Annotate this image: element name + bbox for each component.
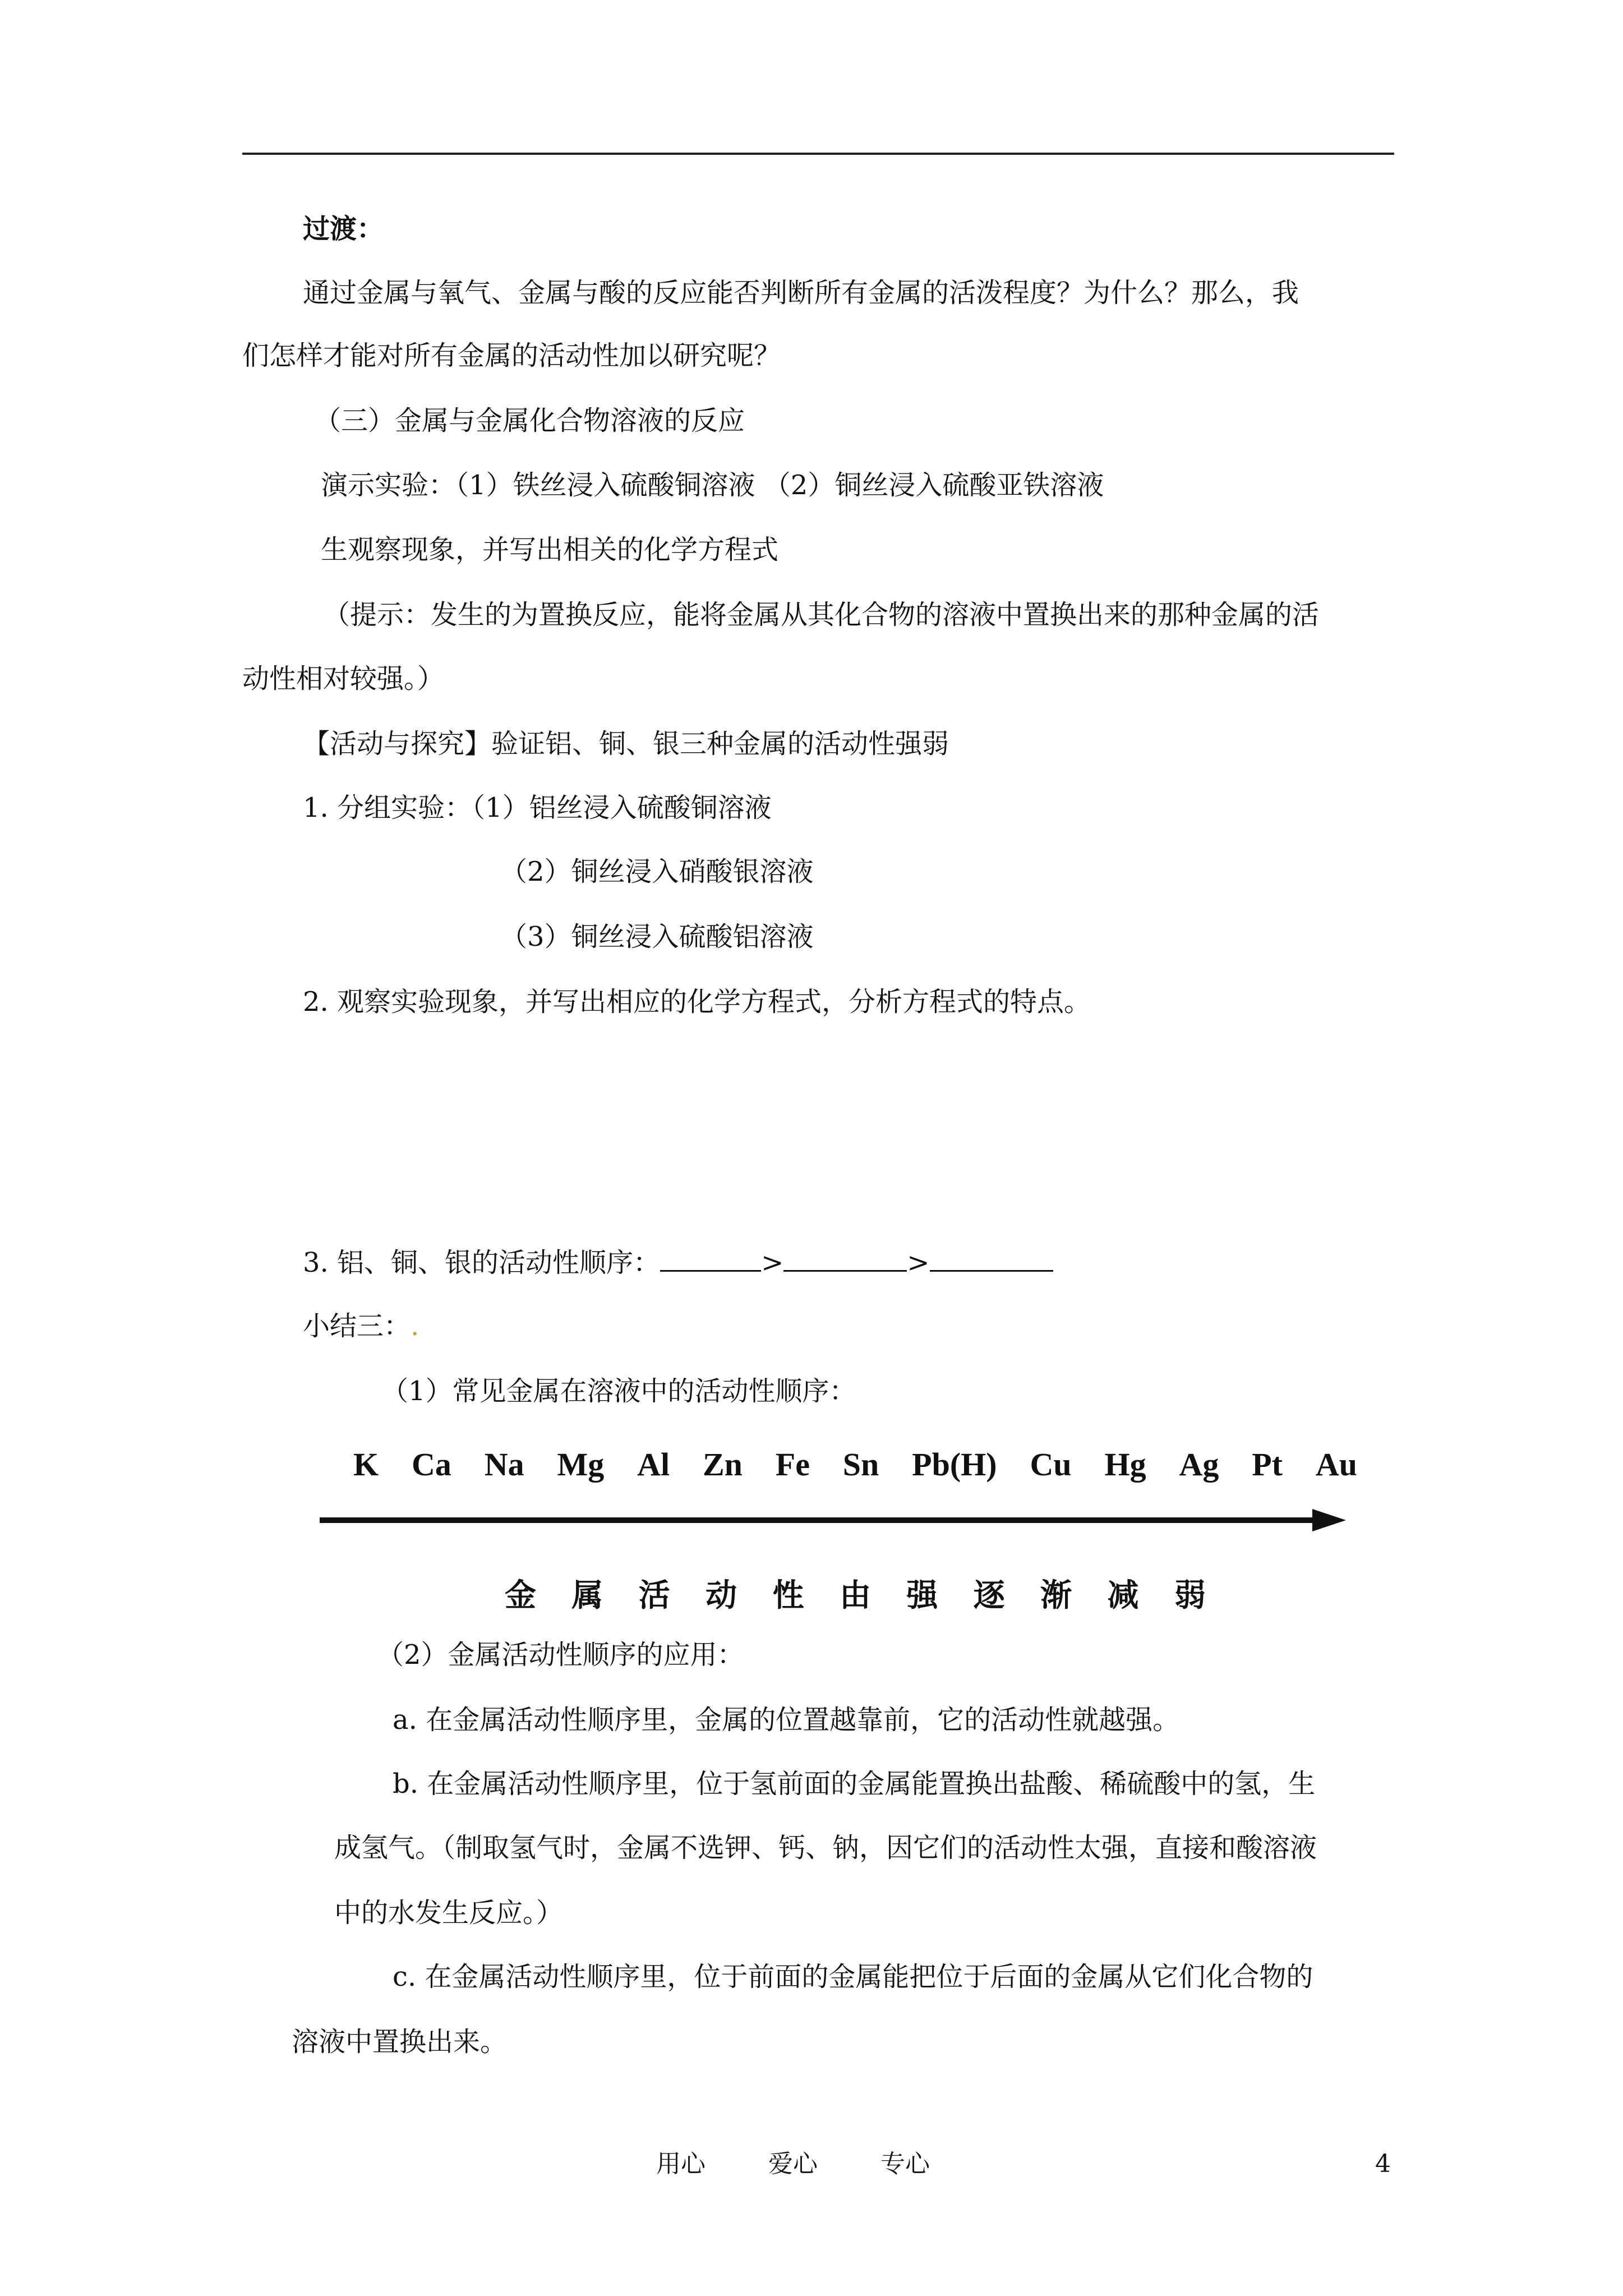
trend-character: 弱 bbox=[1174, 1577, 1206, 1614]
footer-motto-3: 专心 bbox=[880, 2150, 930, 2178]
activity-step-3 bbox=[303, 1245, 1053, 1280]
metal-symbol: Fe bbox=[775, 1446, 810, 1483]
answer-blank-3[interactable] bbox=[930, 1245, 1053, 1272]
application-b-line-3: 中的水发生反应。） bbox=[334, 1897, 564, 1929]
trend-character: 由 bbox=[839, 1577, 871, 1614]
trend-character: 性 bbox=[772, 1577, 804, 1614]
demo-experiment: 演示实验：（1）铁丝浸入硫酸铜溶液 （2）铜丝浸入硫酸亚铁溶液 bbox=[321, 470, 1104, 501]
greater-than-1: > bbox=[761, 1247, 784, 1278]
transition-heading: 过渡： bbox=[303, 213, 384, 245]
summary-item-2: （2）金属活动性顺序的应用： bbox=[377, 1639, 744, 1671]
section-3-title-text: 三）金属与金属化合物溶液的反应 bbox=[341, 405, 745, 436]
trend-character: 属 bbox=[571, 1577, 603, 1614]
section-3-title bbox=[314, 404, 745, 438]
trend-character: 强 bbox=[906, 1577, 938, 1614]
metal-symbol: Ag bbox=[1179, 1446, 1219, 1483]
metal-symbol: Pb(H) bbox=[912, 1446, 997, 1483]
metal-symbol: Pt bbox=[1252, 1446, 1283, 1483]
transition-paragraph-line-1: 通过金属与氧气、金属与酸的反应能否判断所有金属的活泼程度？为什么？那么，我 bbox=[303, 277, 1299, 309]
metal-activity-series bbox=[353, 1442, 1357, 1487]
metal-symbol: Ca bbox=[411, 1446, 451, 1483]
page-number: 4 bbox=[1375, 2150, 1391, 2178]
trend-character: 动 bbox=[706, 1577, 737, 1614]
trend-character: 减 bbox=[1107, 1577, 1139, 1614]
section-3-title-open: （ bbox=[314, 405, 342, 436]
activity-trend-label bbox=[505, 1571, 1206, 1616]
transition-paragraph-line-2: 们怎样才能对所有金属的活动性加以研究呢？ bbox=[242, 340, 781, 371]
metal-symbol: Cu bbox=[1030, 1446, 1072, 1483]
metal-symbol: Au bbox=[1315, 1446, 1357, 1483]
metal-symbol: Na bbox=[484, 1446, 524, 1483]
observe-instruction: 生观察现象，并写出相关的化学方程式 bbox=[321, 534, 779, 565]
metal-symbol: K bbox=[353, 1446, 379, 1483]
metal-symbol: Mg bbox=[557, 1446, 605, 1483]
summary-title-text: 小结三： bbox=[303, 1310, 411, 1342]
activity-arrow bbox=[320, 1503, 1346, 1537]
activity-step-1-c: （3）铜丝浸入硫酸铝溶液 bbox=[500, 921, 814, 953]
metal-symbol: Hg bbox=[1104, 1446, 1146, 1483]
application-a: a. 在金属活动性顺序里，金属的位置越靠前，它的活动性就越强。 bbox=[393, 1704, 1180, 1736]
header-rule bbox=[242, 153, 1394, 155]
footer-motto-2: 爱心 bbox=[768, 2150, 818, 2178]
trend-character: 逐 bbox=[973, 1577, 1005, 1614]
trend-character: 金 bbox=[505, 1577, 536, 1614]
footer-motto-1: 用心 bbox=[656, 2150, 706, 2178]
activity-step-2: 2. 观察实验现象，并写出相应的化学方程式，分析方程式的特点。 bbox=[303, 986, 1091, 1018]
metal-symbol: Sn bbox=[842, 1446, 879, 1483]
summary-title bbox=[303, 1309, 419, 1343]
trend-character: 活 bbox=[638, 1577, 670, 1614]
activity-step-1-b: （2）铜丝浸入硝酸银溶液 bbox=[500, 856, 814, 887]
application-c-line-1: c. 在金属活动性顺序里，位于前面的金属能把位于后面的金属从它们化合物的 bbox=[393, 1961, 1313, 1993]
summary-title-dot: . bbox=[411, 1310, 419, 1342]
metal-symbol: Zn bbox=[702, 1446, 743, 1483]
metal-symbol: Al bbox=[637, 1446, 670, 1483]
activity-title: 【活动与探究】验证铝、铜、银三种金属的活动性强弱 bbox=[303, 728, 949, 760]
summary-item-1: （1）常见金属在溶液中的活动性顺序： bbox=[381, 1375, 856, 1407]
application-c-line-2: 溶液中置换出来。 bbox=[292, 2026, 508, 2058]
arrow-head-icon bbox=[1312, 1509, 1346, 1531]
answer-blank-2[interactable] bbox=[783, 1245, 907, 1272]
answer-blank-1[interactable] bbox=[660, 1245, 761, 1272]
activity-step-1: 1. 分组实验：（1）铝丝浸入硫酸铜溶液 bbox=[303, 792, 772, 823]
activity-step-3-label: 3. 铝、铜、银的活动性顺序： bbox=[303, 1247, 661, 1278]
application-b-line-2: 成氢气。（制取氢气时，金属不选钾、钙、钠，因它们的活动性太强，直接和酸溶液 bbox=[334, 1832, 1317, 1864]
application-b-line-1: b. 在金属活动性顺序里，位于氢前面的金属能置换出盐酸、稀硫酸中的氢，生 bbox=[393, 1768, 1316, 1800]
hint-line-1: （提示：发生的为置换反应，能将金属从其化合物的溶液中置换出来的那种金属的活 bbox=[323, 599, 1320, 631]
greater-than-2: > bbox=[907, 1247, 930, 1278]
hint-line-2: 动性相对较强。） bbox=[242, 663, 445, 694]
trend-character: 渐 bbox=[1040, 1577, 1072, 1614]
